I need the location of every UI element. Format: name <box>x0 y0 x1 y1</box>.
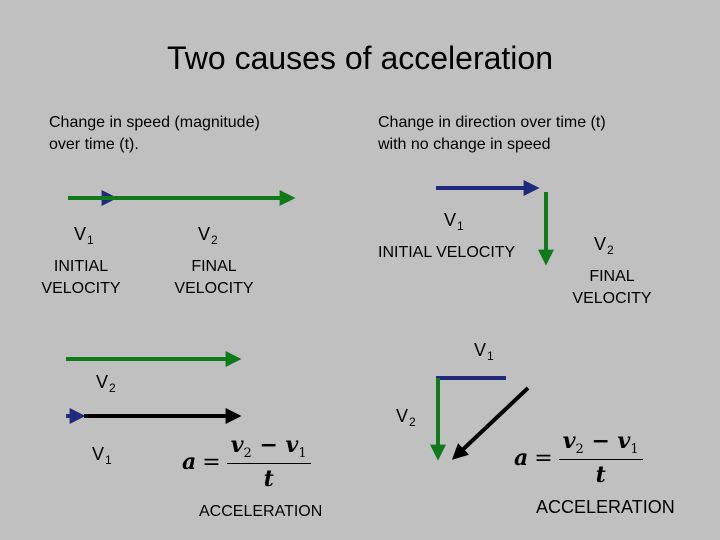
right-diff-v1-letter: V <box>474 340 487 360</box>
left-acceleration-formula <box>182 432 311 492</box>
left-v1-sub: 1 <box>87 233 94 247</box>
left-formula-fraction <box>227 432 311 492</box>
left-v2-letter: V <box>198 224 211 244</box>
right-v1-label <box>444 210 464 233</box>
right-final-velocity-label <box>562 266 662 310</box>
right-formula-v2: v <box>562 428 576 454</box>
left-v2-label <box>198 224 218 247</box>
left-formula-v1: v <box>285 432 299 458</box>
left-initial-line1: INITIAL <box>53 258 109 275</box>
left-heading-line2: over time (t). <box>49 136 139 153</box>
right-acceleration-label: ACCELERATION <box>536 497 675 517</box>
left-final-line2: VELOCITY <box>174 280 254 297</box>
right-heading <box>378 112 606 156</box>
right-final-line1: FINAL <box>589 268 635 285</box>
left-formula-minus: − <box>251 432 286 458</box>
left-final-velocity-label <box>164 256 264 300</box>
right-heading-line2: with no change in speed <box>378 136 551 153</box>
left-formula-v2-sub: 2 <box>243 446 252 461</box>
right-formula-fraction <box>559 428 643 488</box>
right-v1-sub: 1 <box>457 219 464 233</box>
left-formula-a: a <box>182 449 197 475</box>
left-initial-velocity-label <box>32 256 130 300</box>
right-heading-line1: Change in direction over time (t) <box>378 114 606 131</box>
right-v2-letter: V <box>594 234 607 254</box>
left-formula-equals: = <box>202 449 221 475</box>
left-diff-v2-letter: V <box>96 372 109 392</box>
right-diff-v2-label <box>396 406 416 429</box>
left-diff-v1-label <box>92 444 112 467</box>
diagram-title: Two causes of acceleration <box>167 40 553 76</box>
right-diff-v2-sub: 2 <box>409 415 416 429</box>
left-final-line1: FINAL <box>191 258 237 275</box>
left-formula-numerator <box>227 432 311 464</box>
left-formula-v1-sub: 1 <box>298 446 307 461</box>
right-formula-v2-sub: 2 <box>575 442 584 457</box>
right-v2-label <box>594 234 614 257</box>
right-v1-letter: V <box>444 210 457 230</box>
left-initial-line2: VELOCITY <box>41 280 121 297</box>
right-formula-v1: v <box>617 428 631 454</box>
right-formula-numerator <box>559 428 643 460</box>
left-diff-v1-letter: V <box>92 444 105 464</box>
left-acceleration-label: ACCELERATION <box>199 503 323 520</box>
right-formula-minus: − <box>583 428 618 454</box>
right-initial-velocity-label: INITIAL VELOCITY <box>378 244 516 261</box>
right-formula-a: a <box>514 445 529 471</box>
left-formula-v2: v <box>230 432 244 458</box>
right-acceleration-formula <box>514 428 643 488</box>
left-v1-letter: V <box>74 224 87 244</box>
left-diff-v2-sub: 2 <box>109 381 116 395</box>
right-diff-v2-letter: V <box>396 406 409 426</box>
left-v2-sub: 2 <box>211 233 218 247</box>
right-diff-v1-sub: 1 <box>487 349 494 363</box>
left-heading <box>49 112 260 156</box>
left-diff-v1-sub: 1 <box>105 453 112 467</box>
right-formula-v1-sub: 1 <box>630 442 639 457</box>
left-heading-line1: Change in speed (magnitude) <box>49 114 260 131</box>
right-formula-denominator: t <box>595 462 606 488</box>
right-v2-sub: 2 <box>607 243 614 257</box>
right-formula-equals: = <box>534 445 553 471</box>
left-formula-denominator: t <box>263 466 274 492</box>
left-v1-label <box>74 224 94 247</box>
right-final-line2: VELOCITY <box>572 290 652 307</box>
left-diff-v2-label <box>96 372 116 395</box>
right-diff-v1-label <box>474 340 494 363</box>
